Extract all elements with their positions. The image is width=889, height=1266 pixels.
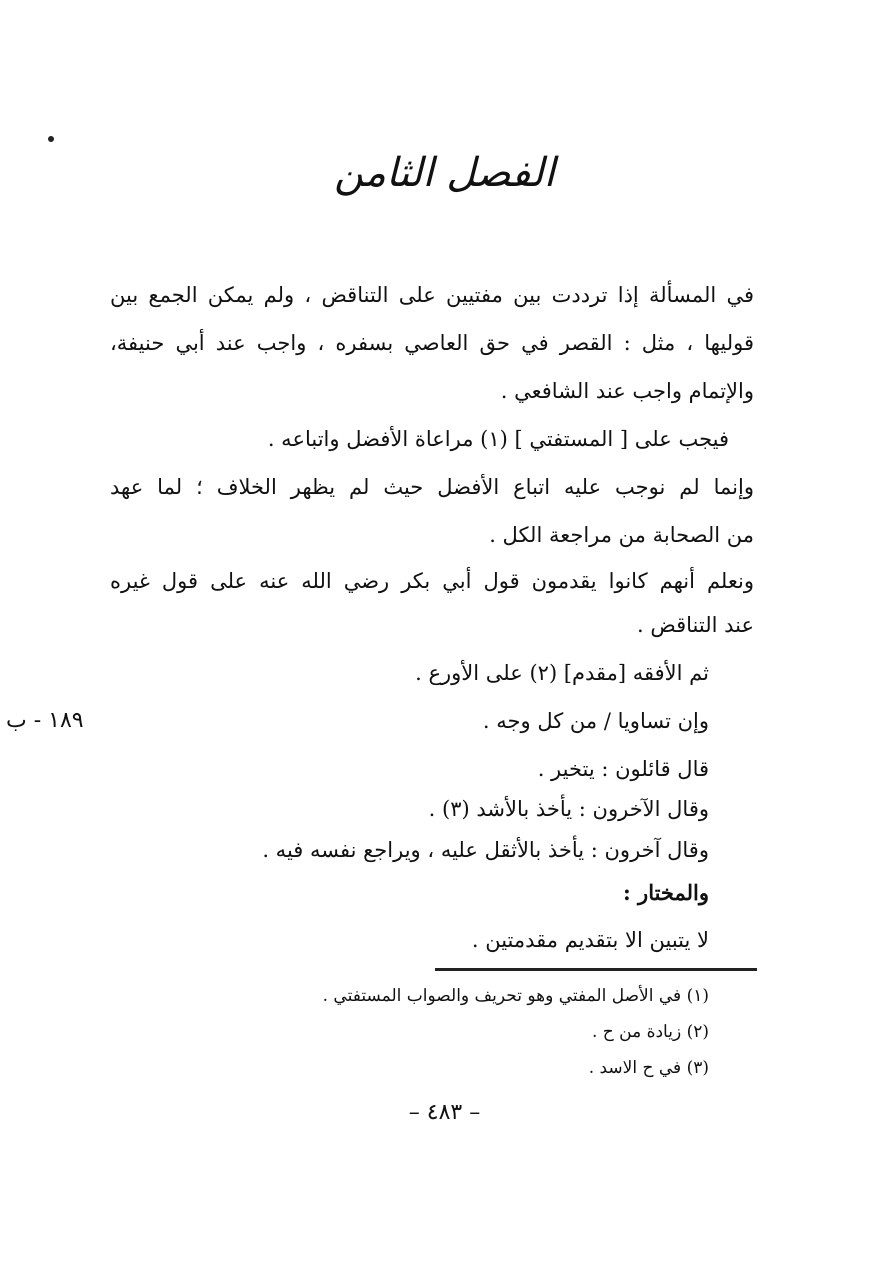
footnote: (١) في الأصل المفتي وهو تحريف والصواب المستفتي .: [322, 986, 709, 1006]
body-line: وإن تساويا / من كل وجه .: [482, 709, 709, 733]
body-line: وإنما لم نوجب عليه اتباع الأفضل حيث لم يظهر الخلاف ؛ لما عهد: [110, 475, 754, 499]
body-line: ثم الأفقه [مقدم] (٢) على الأورع .: [415, 661, 709, 685]
body-line: والإتمام واجب عند الشافعي .: [500, 379, 754, 403]
body-line: في المسألة إذا ترددت بين مفتيين على التناقض ، ولم يمكن الجمع بين: [110, 283, 754, 307]
footnote: (٣) في ح الاسد .: [588, 1058, 709, 1078]
body-line: قوليها ، مثل : القصر في حق العاصي بسفره ، واجب عند أبي حنيفة،: [110, 331, 754, 355]
ink-dot: [48, 136, 54, 142]
body-line: فيجب على [ المستفتي ] (١) مراعاة الأفضل واتباعه .: [267, 427, 729, 451]
body-line: وقال الآخرون : يأخذ بالأشد (٣) .: [428, 797, 709, 821]
footnote: (٢) زيادة من ح .: [591, 1022, 709, 1042]
footnote-divider: [435, 968, 757, 971]
body-line: والمختار :: [622, 880, 709, 905]
body-line: وقال آخرون : يأخذ بالأثقل عليه ، ويراجع نفسه فيه .: [262, 838, 709, 862]
body-line: قال قائلون : يتخير .: [537, 757, 709, 781]
body-line: من الصحابة من مراجعة الكل .: [489, 523, 754, 547]
body-line: عند التناقض .: [637, 613, 754, 637]
body-line: لا يتبين الا بتقديم مقدمتين .: [471, 928, 709, 952]
page-number: – ٤٨٣ –: [408, 1100, 481, 1125]
body-line: ونعلم أنهم كانوا يقدمون قول أبي بكر رضي الله عنه على قول غيره: [110, 569, 754, 593]
chapter-title: الفصل الثامن: [334, 150, 555, 196]
margin-folio-note: ١٨٩ - ب: [6, 708, 84, 733]
